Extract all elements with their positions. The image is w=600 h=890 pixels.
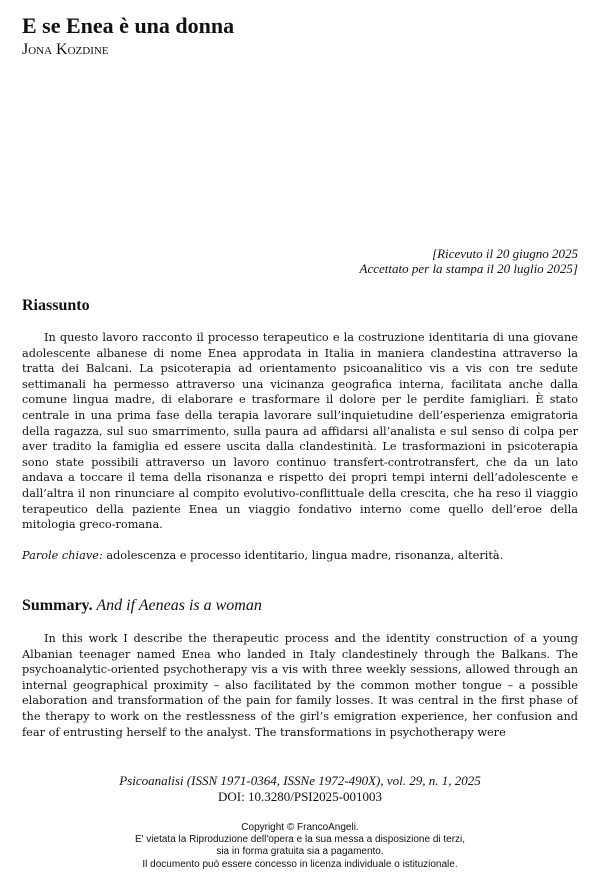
journal-citation-block [0, 773, 600, 805]
journal-citation: Psicoanalisi (ISSN 1971-0364, ISSNe 1972-490X), vol. 29, n. 1, 2025 [119, 773, 481, 788]
accepted-date: Accettato per la stampa il 20 luglio 2025] [359, 261, 578, 276]
copyright-line-1: Copyright © FrancoAngeli. [241, 822, 359, 833]
copyright-line-3: sia in forma gratuita sia a pagamento. [216, 846, 384, 858]
keywords-label: Parole chiave: [22, 549, 103, 562]
summary-heading-label: Summary. [22, 597, 93, 614]
riassunto-heading: Riassunto [22, 297, 90, 314]
summary-heading [22, 597, 262, 615]
copyright-line-4: Il documento può essere concesso in licenza individuale o istituzionale. [142, 858, 458, 870]
doi: DOI: 10.3280/PSI2025-001003 [218, 789, 382, 804]
article-author: Jona Kozdine [22, 41, 109, 58]
keywords-text: adolescenza e processo identitario, lingua madre, risonanza, alterità. [102, 549, 504, 562]
copyright-notice [0, 822, 600, 871]
article-title: E se Enea è una donna [22, 13, 235, 38]
copyright-line-2: E' vietata la Riproduzione dell'opera e la sua messa a disposizione di terzi, [134, 834, 466, 846]
summary-body: In this work I describe the therapeutic process and the identity construction of a young Albanian teenager named Enea who landed in Italy clandestinely through the Balkans. The psychoanalytic-oriented psychotherapy vis a vis with three weekly sessions, allowed through an internal geographical proximity – also facilitated by the common mother tongue – a possible elaboration and transformation of the pain for family losses. It was central in the first phase of the therapy to work on the restlessness of the girl’s emigration experience, her confusion and fear of entrusting herself to the analyst. The transformations in psychotherapy were [22, 632, 578, 739]
submission-dates [360, 246, 578, 276]
keywords [22, 549, 503, 562]
summary-english-title: And if Aeneas is a woman [92, 597, 262, 614]
riassunto-body: In questo lavoro racconto il processo terapeutico e la costruzione identitaria di una giovane adolescente albanese di nome Enea approdata in Italia in maniera clandestina attraverso la tratta dei Balcani. La psicoterapia ad orientamento psicoanalitico vis a vis con tre sedute settimanali ha permesso attraverso una vicinanza geografica interna, facilitata anche dalla comune lingua madre, di elaborare e trasformare il dolore per le perdite famigliari. È stato centrale in una prima fase della terapia lavorare sull’inquietudine dell’esperienza emigratoria della ragazza, sul suo smarrimento, sulla paura ad affidarsi all’analista e sul senso di colpa per aver tradito la famiglia ed essere uscita dalla clandestinità. Le trasformazioni in psicoterapia sono state possibili attraverso un lavoro continuo transfert-controtransfert, che da un lato andava a toccare il tema della risonanza e rispetto dei propri tempi interni dell’adolescente e dall’altra il non rinunciare al compito evolutivo-conflittuale della crescita, che ha reso il viaggio terapeutico della paziente Enea un viaggio fondativo interno come quello dell’eroe della mitologia greco-romana. [22, 331, 578, 532]
received-date: [Ricevuto il 20 giugno 2025 [432, 246, 578, 261]
